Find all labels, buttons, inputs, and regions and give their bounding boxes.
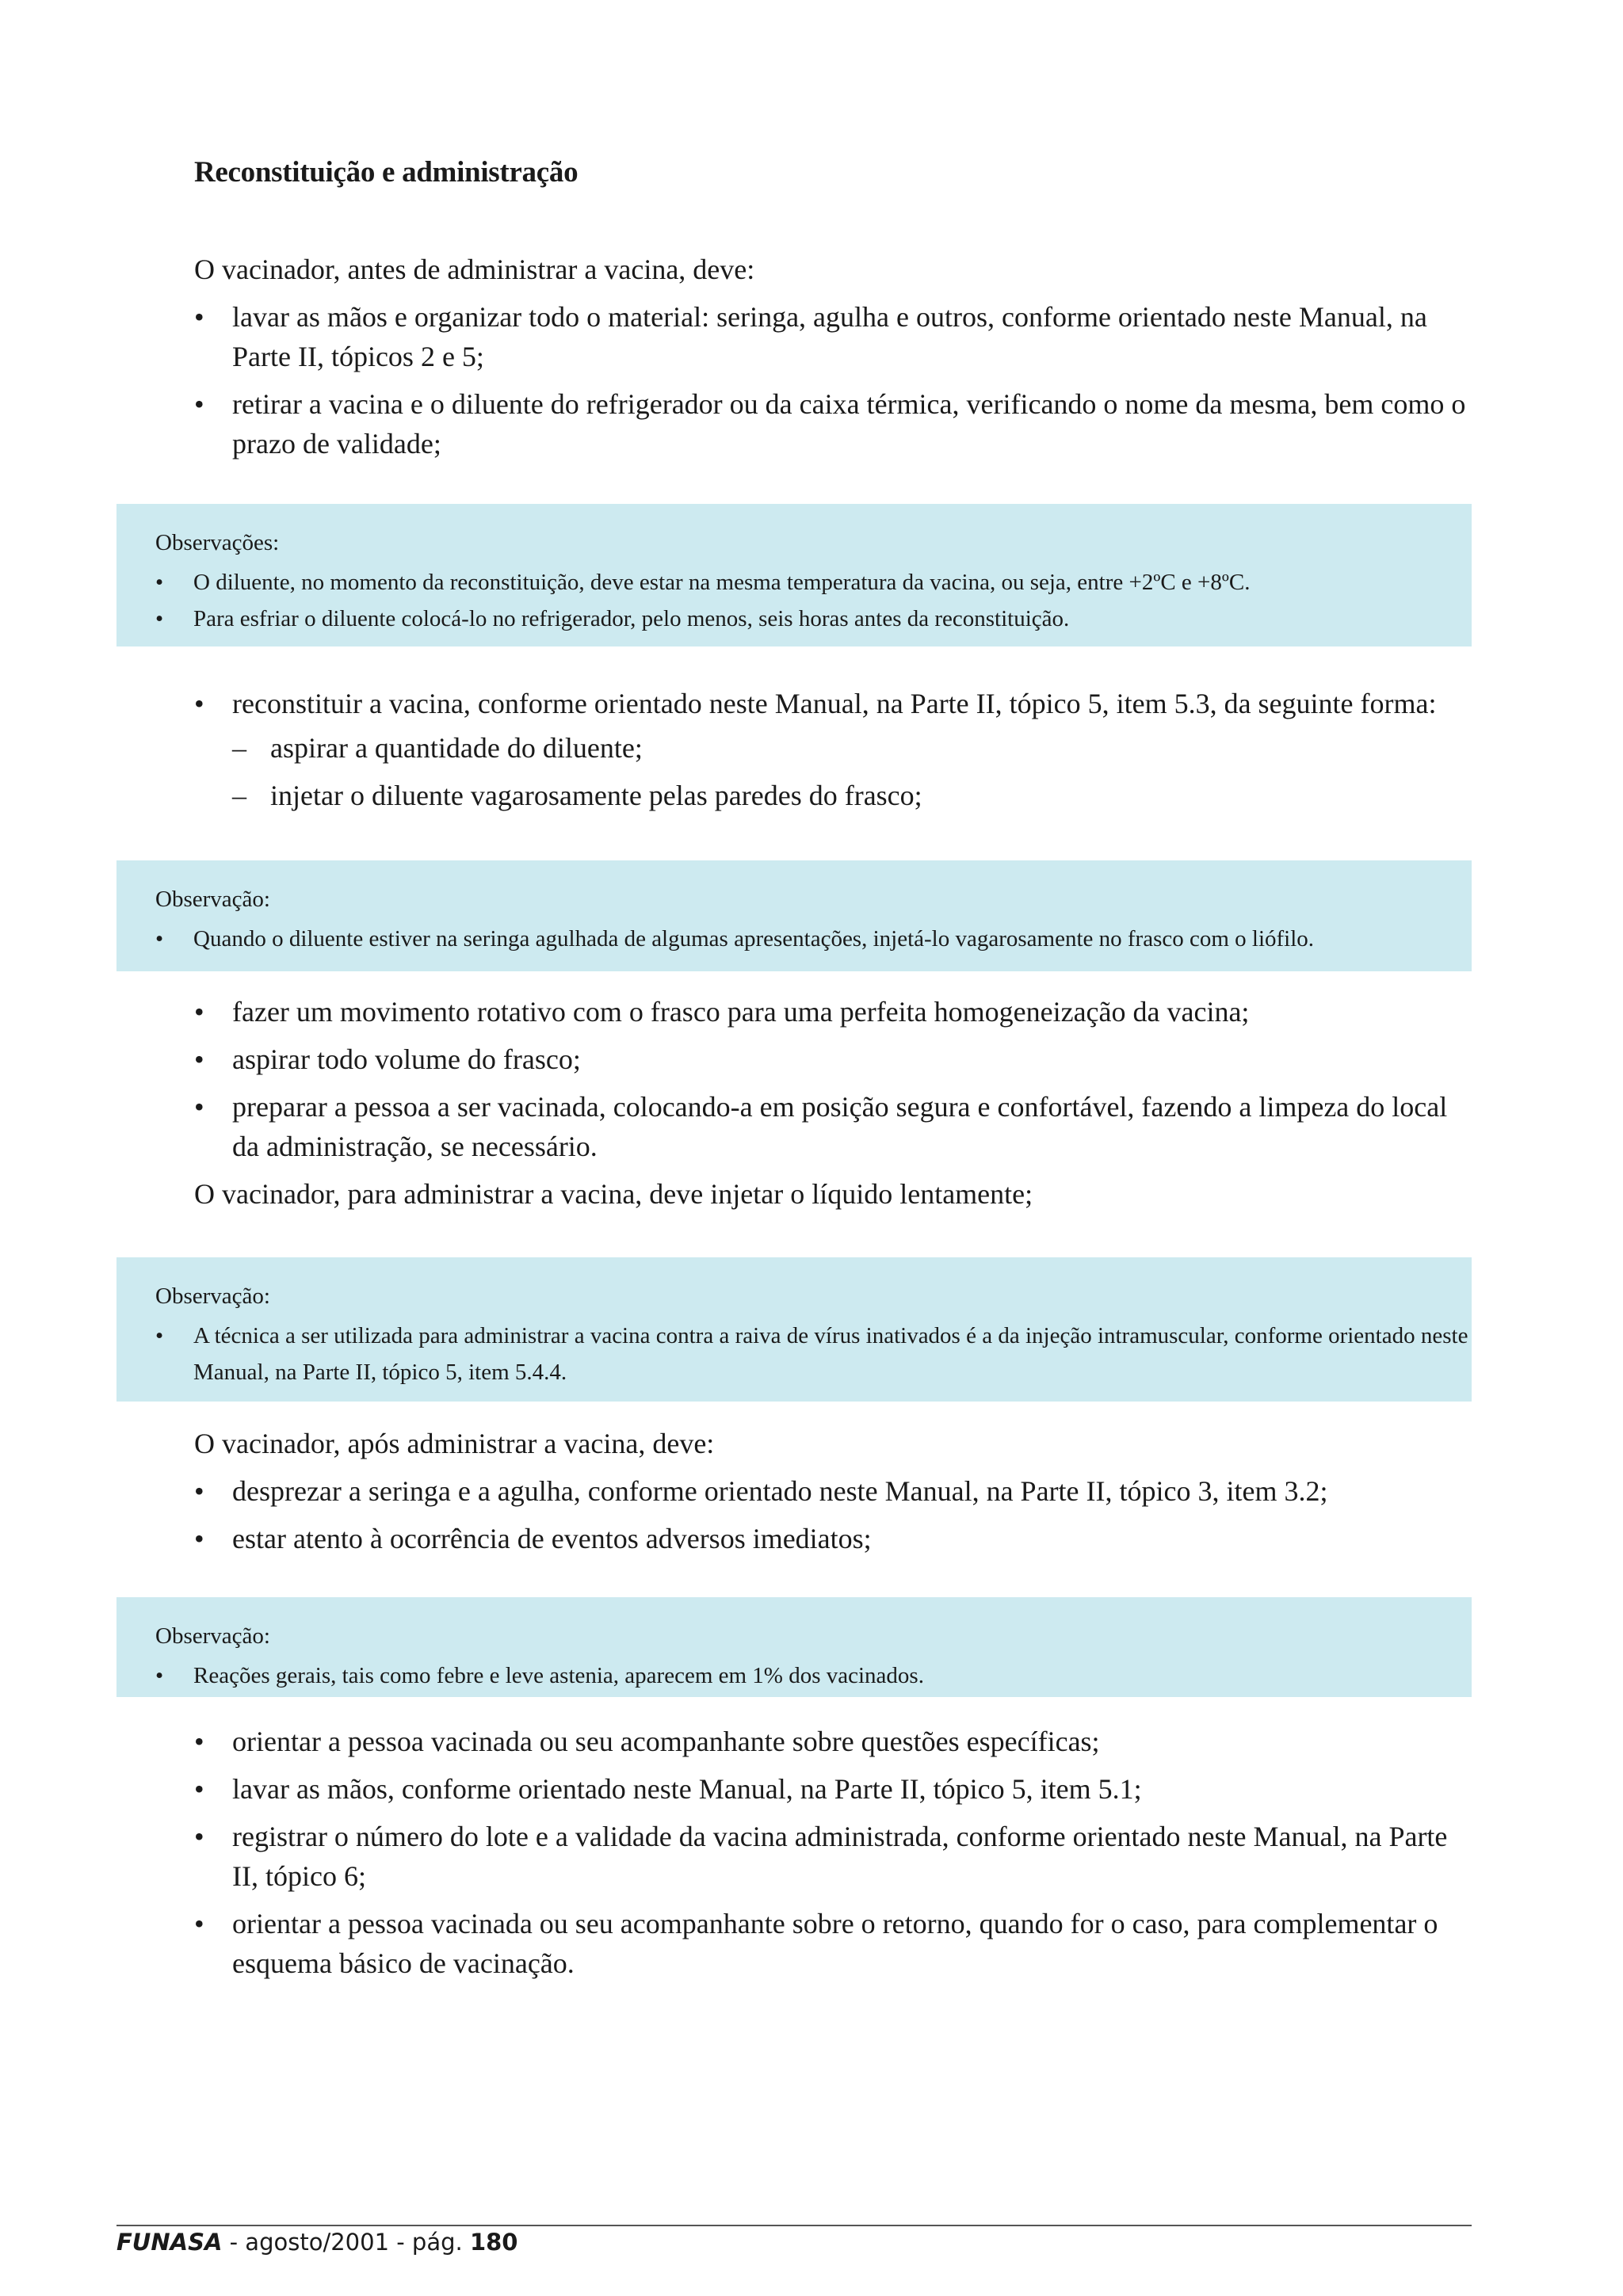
preparation-section	[194, 992, 1478, 1222]
preparation-list	[194, 992, 1478, 1166]
page-footer	[116, 2229, 518, 2256]
page-number: 180	[469, 2229, 518, 2256]
footer-text: - agosto/2001 - pág.	[222, 2229, 470, 2256]
before-list	[194, 297, 1478, 463]
sub-list-item: – aspirar a quantidade do diluente;	[232, 728, 1478, 768]
list-item: • registrar o número do lote e a validade da vacina administrada, conforme orientado neste Manual, na Parte II, tópico 6;	[194, 1817, 1478, 1896]
list-item: • preparar a pessoa a ser vacinada, colocando-a em posição segura e confortável, fazendo a limpeza do local da administração, se necessário.	[194, 1087, 1478, 1166]
list-item: • lavar as mãos e organizar todo o material: seringa, agulha e outros, conforme orientado neste Manual, na Parte II, tópicos 2 e 5;	[194, 297, 1478, 376]
reconstitution-list	[194, 684, 1478, 815]
list-item: • estar atento à ocorrência de eventos adversos imediatos;	[194, 1519, 1478, 1558]
reconstitution-section	[194, 684, 1478, 823]
observation-item: • Para esfriar o diluente colocá-lo no refrigerador, pelo menos, seis horas antes da reconstituição.	[155, 601, 1472, 637]
observation-box-4	[116, 1597, 1472, 1697]
observation-label: Observações:	[155, 530, 280, 555]
sub-list	[232, 728, 1478, 815]
observation-item: • A técnica a ser utilizada para administrar a vacina contra a raiva de vírus inativados é a da injeção intramuscular, conforme orientado neste Manual, na Parte II, tópico 5, item 5.4.4.	[155, 1318, 1472, 1390]
observation-box-3	[116, 1257, 1472, 1402]
section-title: Reconstituição e administração	[194, 156, 579, 189]
after-administration-section	[194, 1424, 1478, 1566]
after-list	[194, 1471, 1478, 1558]
list-item: • orientar a pessoa vacinada ou seu acompanhante sobre o retorno, quando for o caso, para complementar o esquema básico de vacinação.	[194, 1904, 1478, 1983]
list-item: • desprezar a seringa e a agulha, conforme orientado neste Manual, na Parte II, tópico 3, item 3.2;	[194, 1471, 1478, 1511]
observation-label: Observação:	[155, 1623, 270, 1649]
footer-divider	[116, 2225, 1472, 2226]
list-item: • aspirar todo volume do frasco;	[194, 1039, 1478, 1079]
final-list	[194, 1722, 1478, 1983]
administration-note: O vacinador, para administrar a vacina, deve injetar o líquido lentamente;	[194, 1178, 1033, 1210]
observation-label: Observação:	[155, 887, 270, 912]
observation-item: • Reações gerais, tais como febre e leve astenia, aparecem em 1% dos vacinados.	[155, 1657, 1472, 1694]
before-intro: O vacinador, antes de administrar a vacina, deve:	[194, 254, 755, 285]
list-item: • fazer um movimento rotativo com o frasco para uma perfeita homogeneização da vacina;	[194, 992, 1478, 1032]
list-item	[194, 684, 1478, 815]
observation-list	[155, 1657, 1472, 1694]
list-item: • orientar a pessoa vacinada ou seu acompanhante sobre questões específicas;	[194, 1722, 1478, 1761]
observation-label: Observação:	[155, 1283, 270, 1309]
observation-list	[155, 921, 1472, 957]
observation-box-1	[116, 504, 1472, 646]
observation-item: • Quando o diluente estiver na seringa agulhada de algumas apresentações, injetá-lo vagarosamente no frasco com o liófilo.	[155, 921, 1472, 957]
observation-list	[155, 564, 1472, 637]
final-steps-section	[194, 1722, 1478, 1991]
observation-list	[155, 1318, 1472, 1390]
list-item: • retirar a vacina e o diluente do refrigerador ou da caixa térmica, verificando o nome da mesma, bem como o prazo de validade;	[194, 384, 1478, 463]
footer-brand: FUNASA	[116, 2229, 223, 2256]
list-item-text: reconstituir a vacina, conforme orientado neste Manual, na Parte II, tópico 5, item 5.3, da seguinte forma:	[232, 688, 1437, 719]
after-intro: O vacinador, após administrar a vacina, deve:	[194, 1428, 715, 1459]
observation-item: • O diluente, no momento da reconstituição, deve estar na mesma temperatura da vacina, ou seja, entre +2ºC e +8ºC.	[155, 564, 1472, 601]
observation-box-2	[116, 860, 1472, 971]
before-administration-section	[194, 250, 1478, 471]
sub-list-item: – injetar o diluente vagarosamente pelas paredes do frasco;	[232, 776, 1478, 815]
list-item: • lavar as mãos, conforme orientado neste Manual, na Parte II, tópico 5, item 5.1;	[194, 1769, 1478, 1809]
